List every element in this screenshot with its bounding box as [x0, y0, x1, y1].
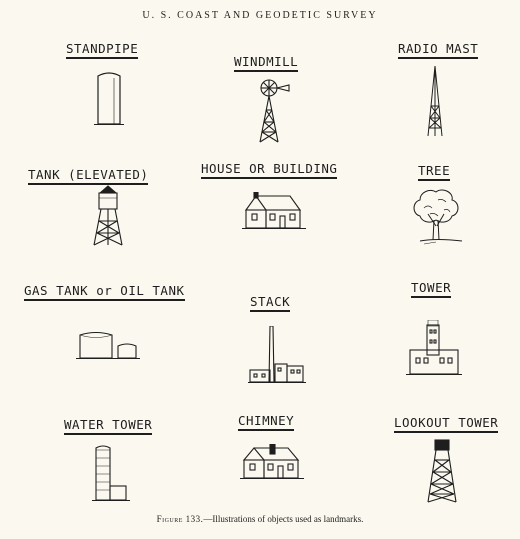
label-tank-elevated: TANK (ELEVATED)	[28, 168, 148, 185]
label-standpipe: STANDPIPE	[66, 42, 138, 59]
stack-illustration	[248, 326, 306, 384]
label-stack: STACK	[250, 295, 290, 312]
label-chimney: CHIMNEY	[238, 414, 294, 431]
page-header: U. S. COAST AND GEODETIC SURVEY	[142, 10, 378, 21]
label-house-or-building: HOUSE OR BUILDING	[201, 162, 337, 179]
standpipe-illustration	[92, 70, 126, 126]
tower-illustration	[406, 320, 462, 376]
figure-caption-text: —Illustrations of objects used as landmarks.	[203, 514, 364, 524]
label-lookout-tower: LOOKOUT TOWER	[394, 416, 498, 433]
water-tower-illustration	[92, 444, 132, 502]
figure-number: Figure 133.	[156, 514, 204, 524]
radio-mast-illustration	[420, 66, 450, 138]
house-illustration	[242, 192, 308, 232]
windmill-illustration	[252, 78, 292, 144]
label-tower: TOWER	[411, 281, 451, 298]
gas-tank-illustration	[76, 330, 142, 360]
label-windmill: WINDMILL	[234, 55, 298, 72]
figure-caption	[0, 514, 520, 524]
tree-illustration	[406, 186, 466, 248]
label-tree: TREE	[418, 164, 450, 181]
label-water-tower: WATER TOWER	[64, 418, 152, 435]
label-gas-tank-or-oil-tank: GAS TANK or OIL TANK	[24, 284, 185, 301]
lookout-tower-illustration	[424, 438, 460, 504]
label-radio-mast: RADIO MAST	[398, 42, 478, 59]
tank-elevated-illustration	[88, 185, 128, 247]
chimney-illustration	[240, 444, 306, 482]
